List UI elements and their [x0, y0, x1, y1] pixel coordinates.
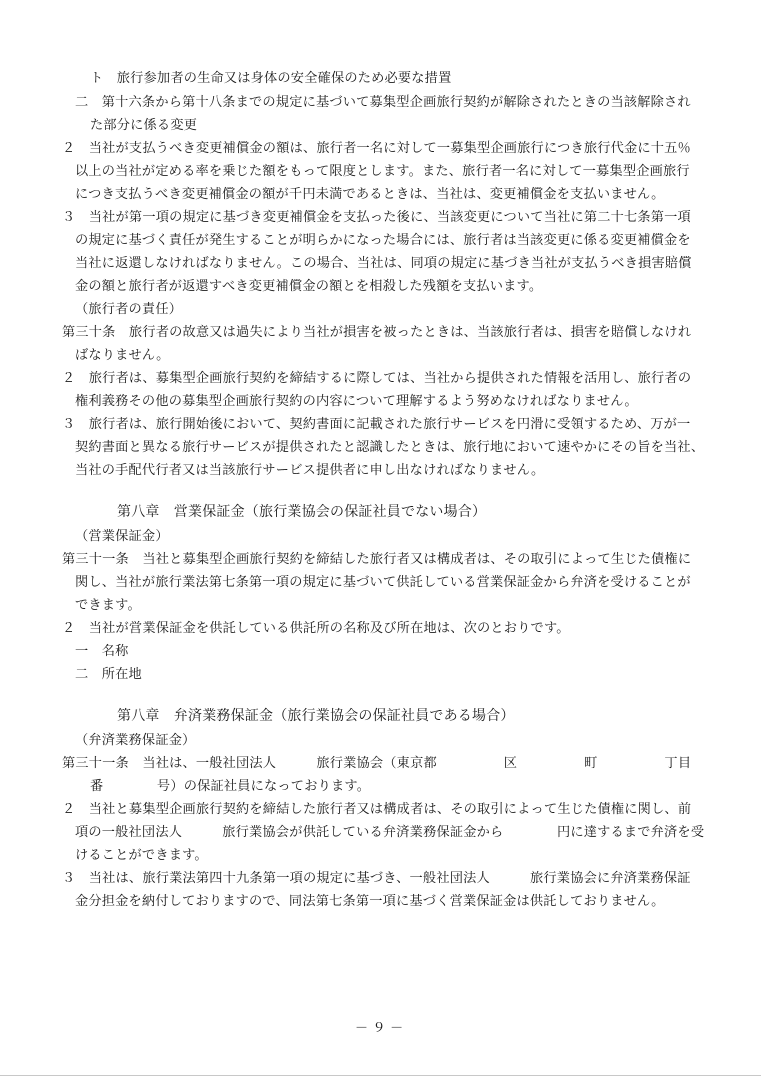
chapter-heading: 第八章 営業保証金（旅行業協会の保証社員でない場合）	[117, 504, 487, 520]
text-line: 番 号）の保証社員になっております。	[90, 779, 371, 794]
page-number: － ９ －	[355, 1021, 404, 1036]
section-heading: （弁済業務保証金）	[75, 733, 196, 748]
text-line: ばなりません。	[75, 348, 170, 363]
chapter-heading: 第八章 弁済業務保証金（旅行業協会の保証社員である場合）	[117, 708, 515, 724]
text-line: の規定に基づく責任が発生することが明らかになった場合には、旅行者は当該変更に係る変更補償金を	[75, 233, 691, 248]
text-line: 関し、当社が旅行業法第七条第一項の規定に基づいて供託している営業保証金から弁済を受けることが	[75, 575, 691, 590]
text-line: につき支払うべき変更補償金の額が千円未満であるときは、当社は、変更補償金を支払いません。	[75, 187, 665, 202]
text-line: 第三十一条 当社と募集型企画旅行契約を締結した旅行者又は構成者は、その取引によって生じた債権に	[62, 552, 692, 567]
text-line: 第三十一条 当社は、一般社団法人 旅行業協会（東京都 区 町 丁目	[62, 756, 692, 771]
text-line: 当社の手配代行者又は当該旅行サービス提供者に申し出なければなりません。	[75, 463, 545, 478]
text-line: ２ 当社と募集型企画旅行契約を締結した旅行者又は構成者は、その取引によって生じた債権に関し、前	[62, 802, 692, 817]
text-line: ３ 当社は、旅行業法第四十九条第一項の規定に基づき、一般社団法人 旅行業協会に弁済業務保証	[62, 871, 691, 886]
text-line: けることができます。	[75, 848, 208, 863]
text-line: 項の一般社団法人 旅行業協会が供託している弁済業務保証金から 円に達するまで弁済を受	[75, 825, 705, 840]
text-line: 第三十条 旅行者の故意又は過失により当社が損害を被ったときは、当該旅行者は、損害を賠償しなけれ	[62, 325, 692, 340]
section-heading: （営業保証金）	[75, 529, 169, 544]
text-line: 二 所在地	[75, 667, 142, 682]
text-line: 一 名称	[75, 644, 129, 659]
text-line: 以上の当社が定める率を乗じた額をもって限度とします。また、旅行者一名に対して一募集型企画旅行	[75, 164, 690, 179]
text-line: ３ 当社が第一項の規定に基づき変更補償金を支払った後に、当該変更について当社に第二十七条第一項	[62, 210, 691, 225]
text-line: 金の額と旅行者が返還すべき変更補償金の額とを相殺した残額を支払います。	[75, 279, 543, 294]
text-line: 二 第十六条から第十八条までの規定に基づいて募集型企画旅行契約が解除されたときの当該解除され	[75, 95, 691, 110]
text-line: ２ 当社が支払うべき変更補償金の額は、旅行者一名に対して一募集型企画旅行につき旅行代金に十五％	[62, 141, 691, 156]
bottom-divider	[0, 1075, 761, 1076]
text-line: できます。	[75, 598, 141, 613]
text-line: ３ 旅行者は、旅行開始後において、契約書面に記載された旅行サービスを円滑に受領するため、万が一	[62, 417, 691, 432]
text-line: 当社に返還しなければなりません。この場合、当社は、同項の規定に基づき当社が支払うべき損害賠償	[75, 256, 692, 271]
text-line: ２ 当社が営業保証金を供託している供託所の名称及び所在地は、次のとおりです。	[62, 621, 570, 636]
text-line: 金分担金を納付しておりますので、同法第七条第一項に基づく営業保証金は供託しておりません。	[75, 894, 665, 909]
text-line: ２ 旅行者は、募集型企画旅行契約を締結するに際しては、当社から提供された情報を活用し、旅行者の	[62, 371, 692, 386]
text-line: 契約書面と異なる旅行サービスが提供されたと認識したときは、旅行地において速やかにその旨を当社、	[75, 440, 705, 455]
section-heading: （旅行者の責任）	[75, 302, 183, 317]
text-line: た部分に係る変更	[90, 118, 198, 133]
text-line: ト 旅行参加者の生命又は身体の安全確保のため必要な措置	[90, 71, 452, 86]
text-line: 権利義務その他の募集型企画旅行契約の内容について理解するよう努めなければなりません。	[75, 394, 638, 409]
